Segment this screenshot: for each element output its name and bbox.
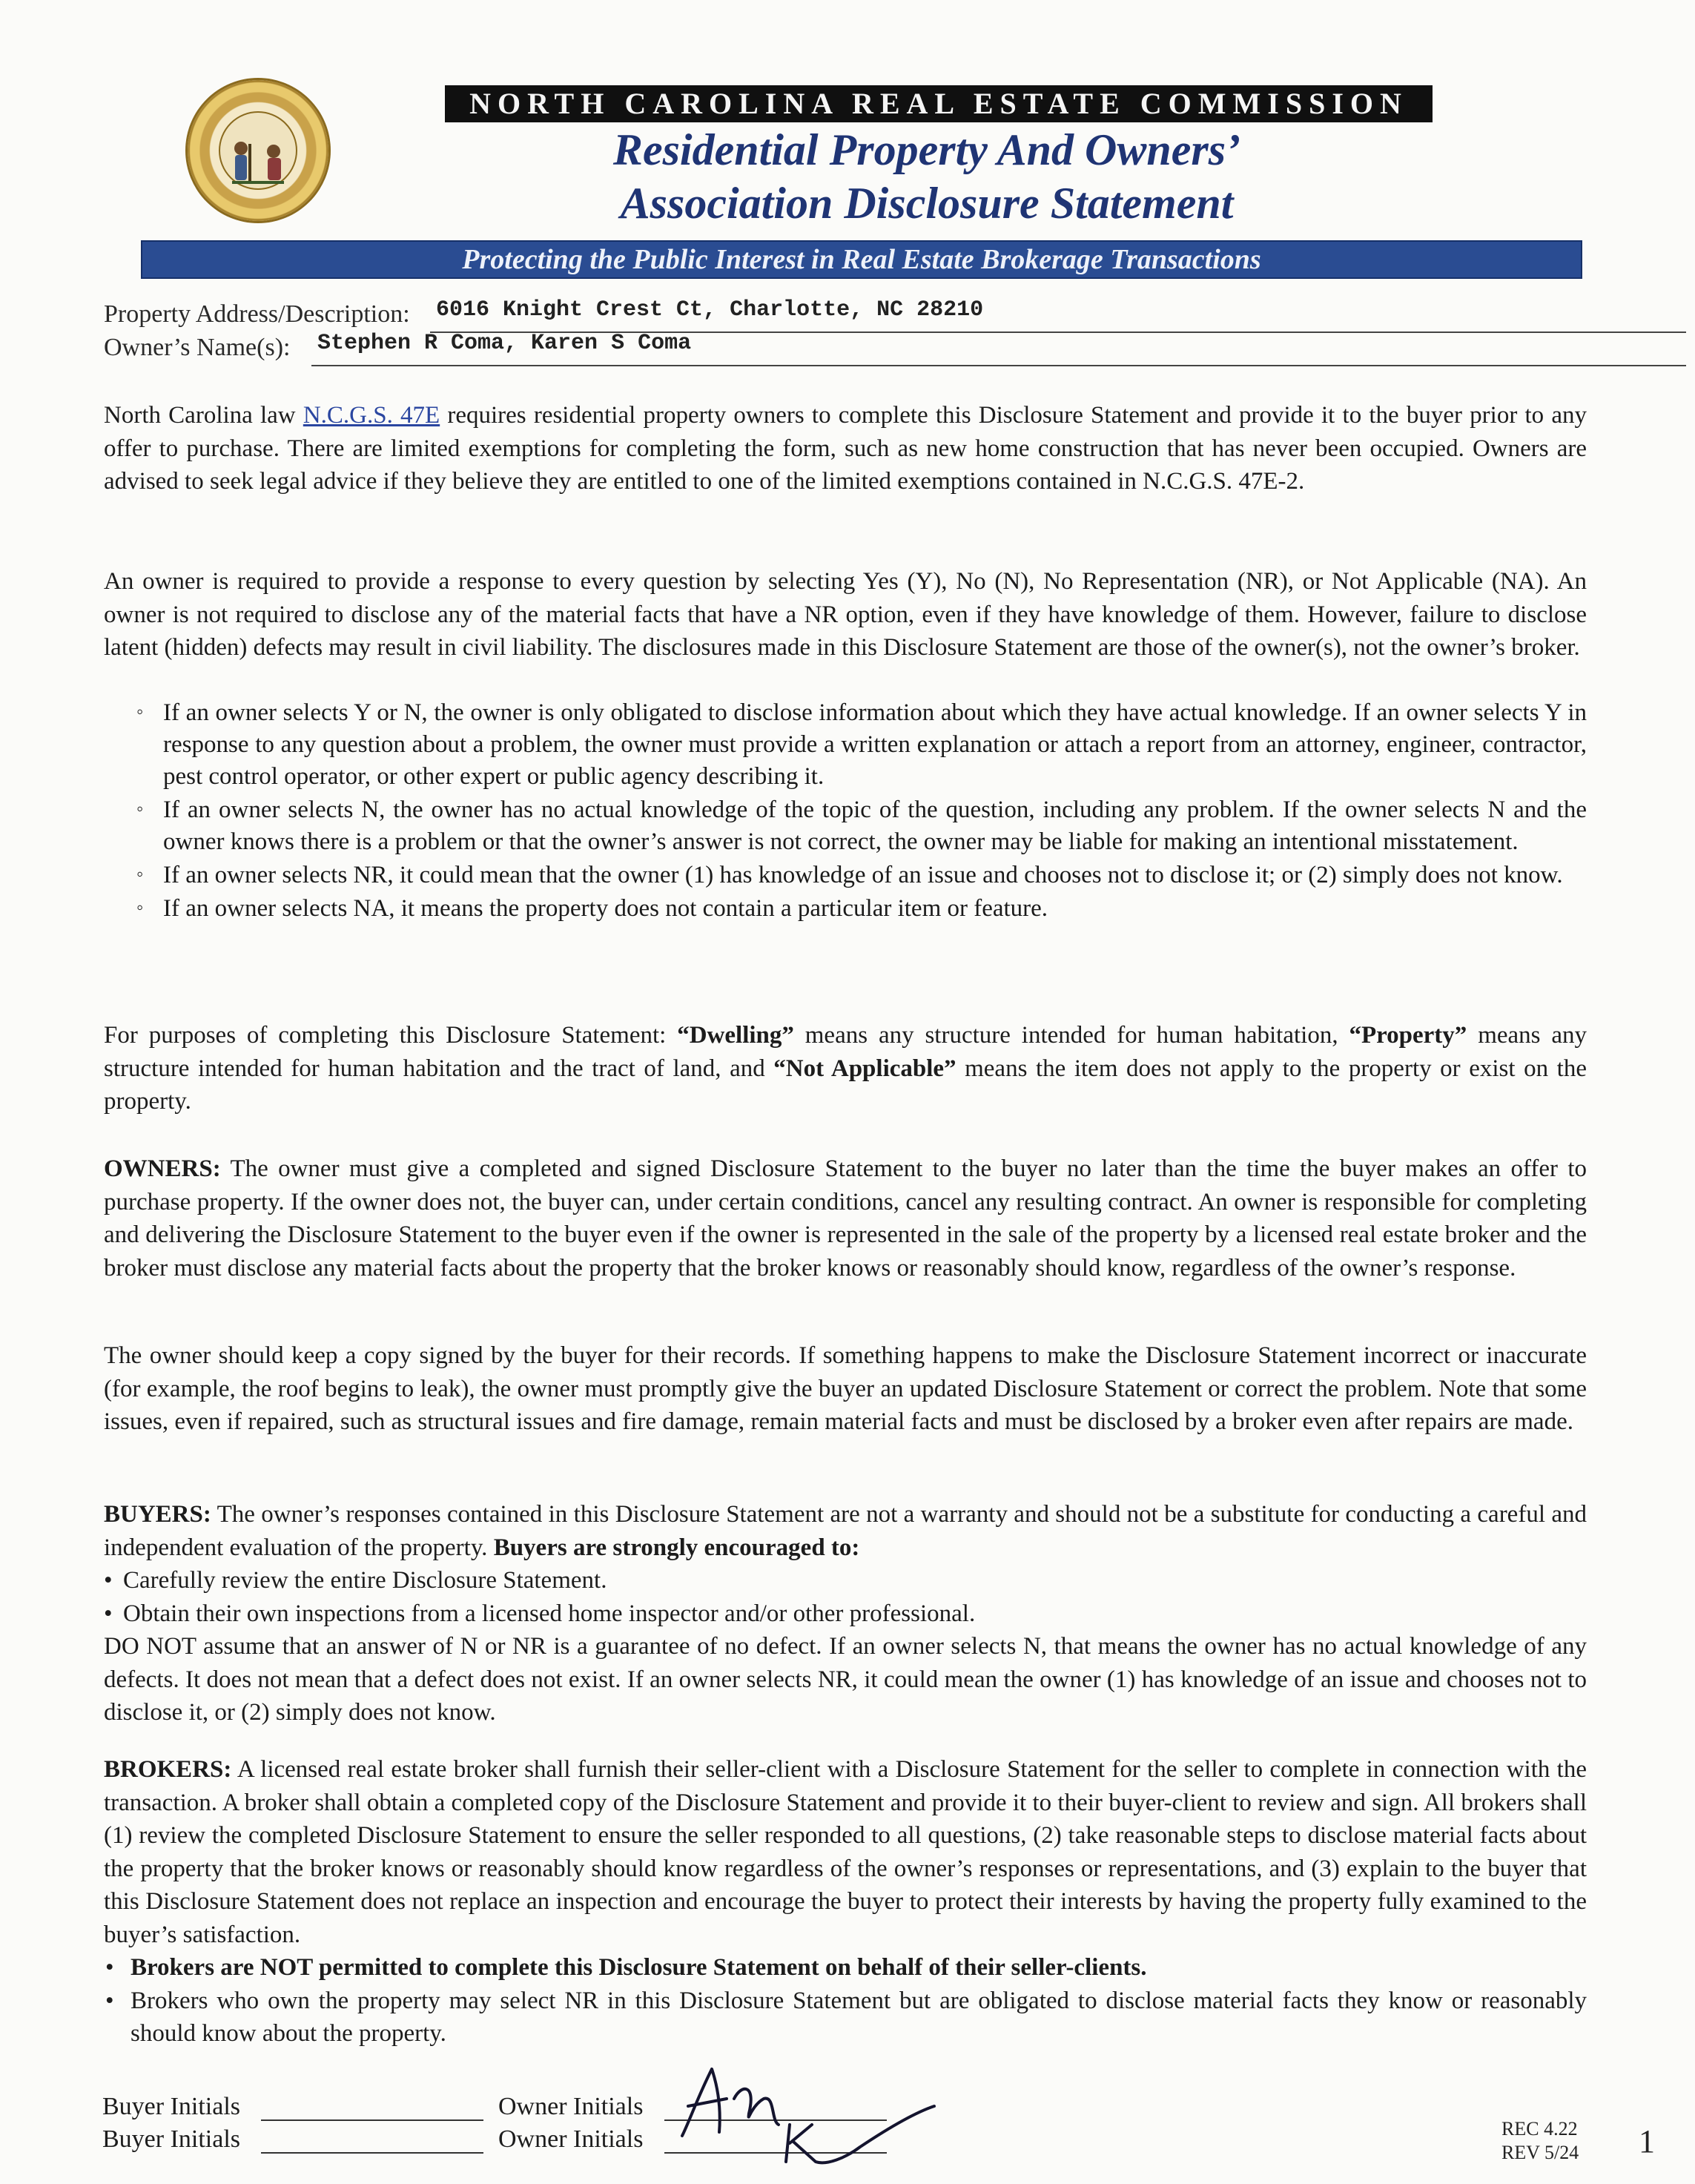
page-number: 1 <box>1639 2123 1655 2160</box>
list-item-text: If an owner selects Y or N, the owner is only obligated to disclose information about which they have actual knowledge. If an owner selects Y in response to any question about a problem, the owner must provide a written explanation or attach a report from an attorney, engineer, contractor, pest control operator, or other expert or public agency describing it. <box>163 699 1587 790</box>
owners-name-row <box>104 331 1587 366</box>
form-code-rec: REC 4.22 <box>1501 2118 1578 2140</box>
brokers-section <box>104 1753 1587 2051</box>
brokers-heading: BROKERS: <box>104 1756 232 1783</box>
bullet-circle-icon: ◦ <box>136 701 144 722</box>
buyers-section <box>104 1498 1587 1729</box>
owner-initials-label-1: Owner Initials <box>498 2093 644 2120</box>
list-item-text: Obtain their own inspections from a licensed home inspector and/or other professional. <box>123 1600 976 1627</box>
list-item <box>133 893 1587 925</box>
list-item <box>104 1597 1587 1631</box>
list-item <box>104 1951 1587 1985</box>
property-address-label: Property Address/Description: <box>104 300 410 328</box>
list-item <box>104 1564 1587 1597</box>
definitions-text: means any structure intended for human habitation and the tract of land, and <box>104 1022 1587 1082</box>
list-item-text: they know or reasonably should know about the property. <box>130 1987 1587 2047</box>
form-code-rev: REV 5/24 <box>1501 2142 1579 2163</box>
list-item-text: If an owner selects NR, it could mean that the owner (1) has knowledge of an issue and chooses not to disclose it; or (2) simply does not know. <box>163 862 1563 888</box>
bullet-circle-icon: ◦ <box>136 897 144 918</box>
definitions-text: means the item does not apply to the property or exist on the property. <box>104 1055 1587 1115</box>
form-title-line2: Association Disclosure Statement <box>620 179 1234 228</box>
owners-section <box>104 1152 1587 1284</box>
list-item <box>104 1985 1587 2051</box>
term-dwelling: “Dwelling” <box>677 1022 794 1049</box>
property-address-row <box>104 297 1587 333</box>
term-property: “Property” <box>1349 1022 1467 1049</box>
definitions-text: For purposes of completing this Disclosure Statement: <box>104 1022 678 1049</box>
buyer-initials-field-2[interactable] <box>261 2152 483 2154</box>
intro-text-a: North Carolina law <box>104 402 303 429</box>
owners-name-field[interactable]: Stephen R Coma, Karen S Coma <box>317 331 692 356</box>
bullet-circle-icon: ◦ <box>136 798 144 819</box>
buyers-warning-text: DO NOT assume that an answer of N or NR is a guarantee of no defect. If an owner selects N, that means the owner has no actual knowledge of any defects. It does not mean that a defect does not exist. If an owner selects NR, it could mean the owner (1) has knowledge of an issue and chooses not to disclose it, or (2) simply does not know. <box>104 1633 1587 1726</box>
commission-seal-icon <box>188 80 328 221</box>
owner-initials-signature <box>667 2054 949 2165</box>
brokers-text: A licensed real estate broker shall furnish their seller-client with a Disclosure Statement for the seller to complete in connection with the transaction. A broker shall obtain a completed copy of the Disclosure Statement and provide it to their buyer-client to review and sign. All brokers shall (1) review the completed Disclosure Statement to ensure the seller responded to all questions, (2) take reasonable steps to disclose material facts about the property that the broker knows or reasonably should know regardless of the owner’s responses or representations, and (3) explain to the buyer that this Disclosure Statement does not replace an inspection and encourage the buyer to protect their interests by having the property fully examined to the buyer’s satisfaction. <box>104 1756 1587 1948</box>
list-item <box>133 860 1587 891</box>
bullet-icon: • <box>104 1567 113 1594</box>
buyer-initials-label-2: Buyer Initials <box>102 2125 241 2153</box>
list-item-text: Carefully review the entire Disclosure Statement. <box>123 1567 607 1594</box>
ncgs-47e-link[interactable]: N.C.G.S. 47E <box>303 402 440 429</box>
response-requirements-paragraph: An owner is required to provide a response to every question by selecting Yes (Y), No (N), No Representation (NR), or Not Applicable (NA). An owner is not required to disclose any of the material facts that have a NR option, even if they have knowledge of them. However, failure to disclose latent (hidden) defects may result in civil liability. The disclosures made in this Disclosure Statement are those of the owner(s), not the owner’s broker. <box>104 568 1587 661</box>
term-not-applicable: “Not Applicable” <box>773 1055 956 1082</box>
tagline-banner: Protecting the Public Interest in Real Estate Brokerage Transactions <box>141 240 1582 279</box>
property-address-field[interactable]: 6016 Knight Crest Ct, Charlotte, NC 28210 <box>436 297 984 323</box>
list-item-text: Brokers are NOT permitted to complete this Disclosure Statement on behalf of their seller-clients. <box>130 1954 1147 1981</box>
commission-banner: NORTH CAROLINA REAL ESTATE COMMISSION <box>445 85 1433 122</box>
list-item-text: If an owner selects NA, it means the property does not contain a particular item or feature. <box>163 895 1048 922</box>
buyer-initials-field-1[interactable] <box>261 2119 483 2121</box>
form-title-line1: Residential Property And Owners’ <box>612 125 1241 174</box>
owners-heading: OWNERS: <box>104 1155 221 1182</box>
list-item-text: Brokers who own the property may select NR in this Disclosure Statement but <box>130 1987 940 2014</box>
buyer-initials-label-1: Buyer Initials <box>102 2093 241 2120</box>
owners-underline <box>311 365 1686 366</box>
buyers-text: The owner’s responses contained in this Disclosure Statement are not a warranty and should not be a substitute for conducting a careful and independent evaluation of the property. <box>104 1501 1587 1561</box>
definitions-paragraph <box>104 1019 1587 1118</box>
bullet-icon: • <box>104 1600 113 1627</box>
bullet-icon: • <box>105 1987 114 2014</box>
buyers-encouraged-text: Buyers are strongly encouraged to: <box>493 1534 860 1561</box>
list-item-text: If an owner selects N, the owner has no actual knowledge of the topic of the question, including any problem. If the owner selects N and the owner knows there is a problem or that the owner’s answer is not correct, the owner may be liable for making an intentional misstatement. <box>163 796 1587 855</box>
bullet-icon: • <box>105 1954 114 1981</box>
buyers-heading: BUYERS: <box>104 1501 211 1528</box>
definitions-text: means any structure intended for human habitation, <box>793 1022 1349 1049</box>
list-item <box>133 697 1587 793</box>
response-options-list <box>133 697 1587 926</box>
owners-text: The owner must give a completed and signed Disclosure Statement to the buyer no later than the time the buyer makes an offer to purchase property. If the owner does not, the buyer can, under certain conditions, cancel any resulting contract. An owner is responsible for completing and delivering the Disclosure Statement to the buyer even if the owner is represented in the sale of the property by a licensed real estate broker and the broker must disclose any material facts about the property that the broker knows or reasonably should know, regardless of the owner’s response. <box>104 1155 1587 1281</box>
owner-initials-label-2: Owner Initials <box>498 2125 644 2153</box>
owners-name-label: Owner’s Name(s): <box>104 334 291 361</box>
list-item-text: are obligated to disclose material facts <box>939 1987 1329 2014</box>
list-item <box>133 794 1587 858</box>
intro-paragraph <box>104 399 1587 498</box>
bullet-circle-icon: ◦ <box>136 863 144 885</box>
intro-text-b: requires residential property owners to complete this Disclosure Statement and provide it to the buyer prior to any offer to purchase. There are limited exemptions for completing the form, such as new home construction that has never been occupied. Owners are advised to seek legal advice if they believe they are entitled to one of the limited exemptions contained in N.C.G.S. 47E-2. <box>104 402 1587 495</box>
owners-update-paragraph: The owner should keep a copy signed by the buyer for their records. If something happens to make the Disclosure Statement incorrect or inaccurate (for example, the roof begins to leak), the owner must promptly give the buyer an updated Disclosure Statement or correct the problem. Note that some issues, even if repaired, such as structural issues and fire damage, remain material facts and must be disclosed by a broker even after repairs are made. <box>104 1342 1587 1435</box>
